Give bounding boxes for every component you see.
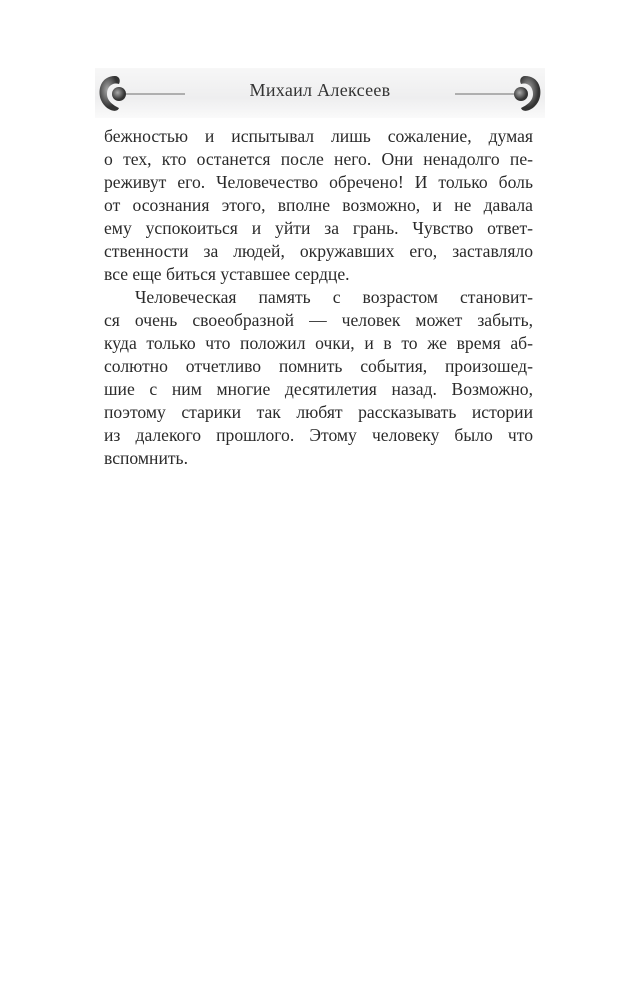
text-line: о тех, кто останется после него. Они ненадолго пе- — [104, 149, 533, 169]
text-line: от осознания этого, вполне возможно, и не давала — [104, 195, 533, 215]
text-line: вспомнить. — [104, 448, 188, 468]
ornament-right-icon — [455, 72, 545, 116]
text-line: все еще биться уставшее сердце. — [104, 264, 350, 284]
text-line: ему успокоиться и уйти за грань. Чувство ответ- — [104, 218, 533, 238]
body-text — [104, 125, 533, 470]
text-line: поэтому старики так любят рассказывать истории — [104, 402, 533, 422]
text-line: ственности за людей, окружавших его, заставляло — [104, 241, 533, 261]
text-line: реживут его. Человечество обречено! И только боль — [104, 172, 533, 192]
header-author-name: Михаил Алексеев — [249, 80, 391, 100]
text-line: солютно отчетливо помнить события, произошед- — [104, 356, 533, 376]
text-line: из далекого прошлого. Этому человеку было что — [104, 425, 533, 445]
text-line: ся очень своеобразной — человек может забыть, — [104, 310, 533, 330]
running-header — [95, 68, 545, 118]
text-line: Человеческая память с возрастом становит- — [135, 287, 533, 307]
text-line: шие с ним многие десятилетия назад. Возможно, — [104, 379, 533, 399]
text-line: куда только что положил очки, и в то же время аб- — [104, 333, 533, 353]
text-line: бежностью и испытывал лишь сожаление, думая — [104, 126, 533, 146]
